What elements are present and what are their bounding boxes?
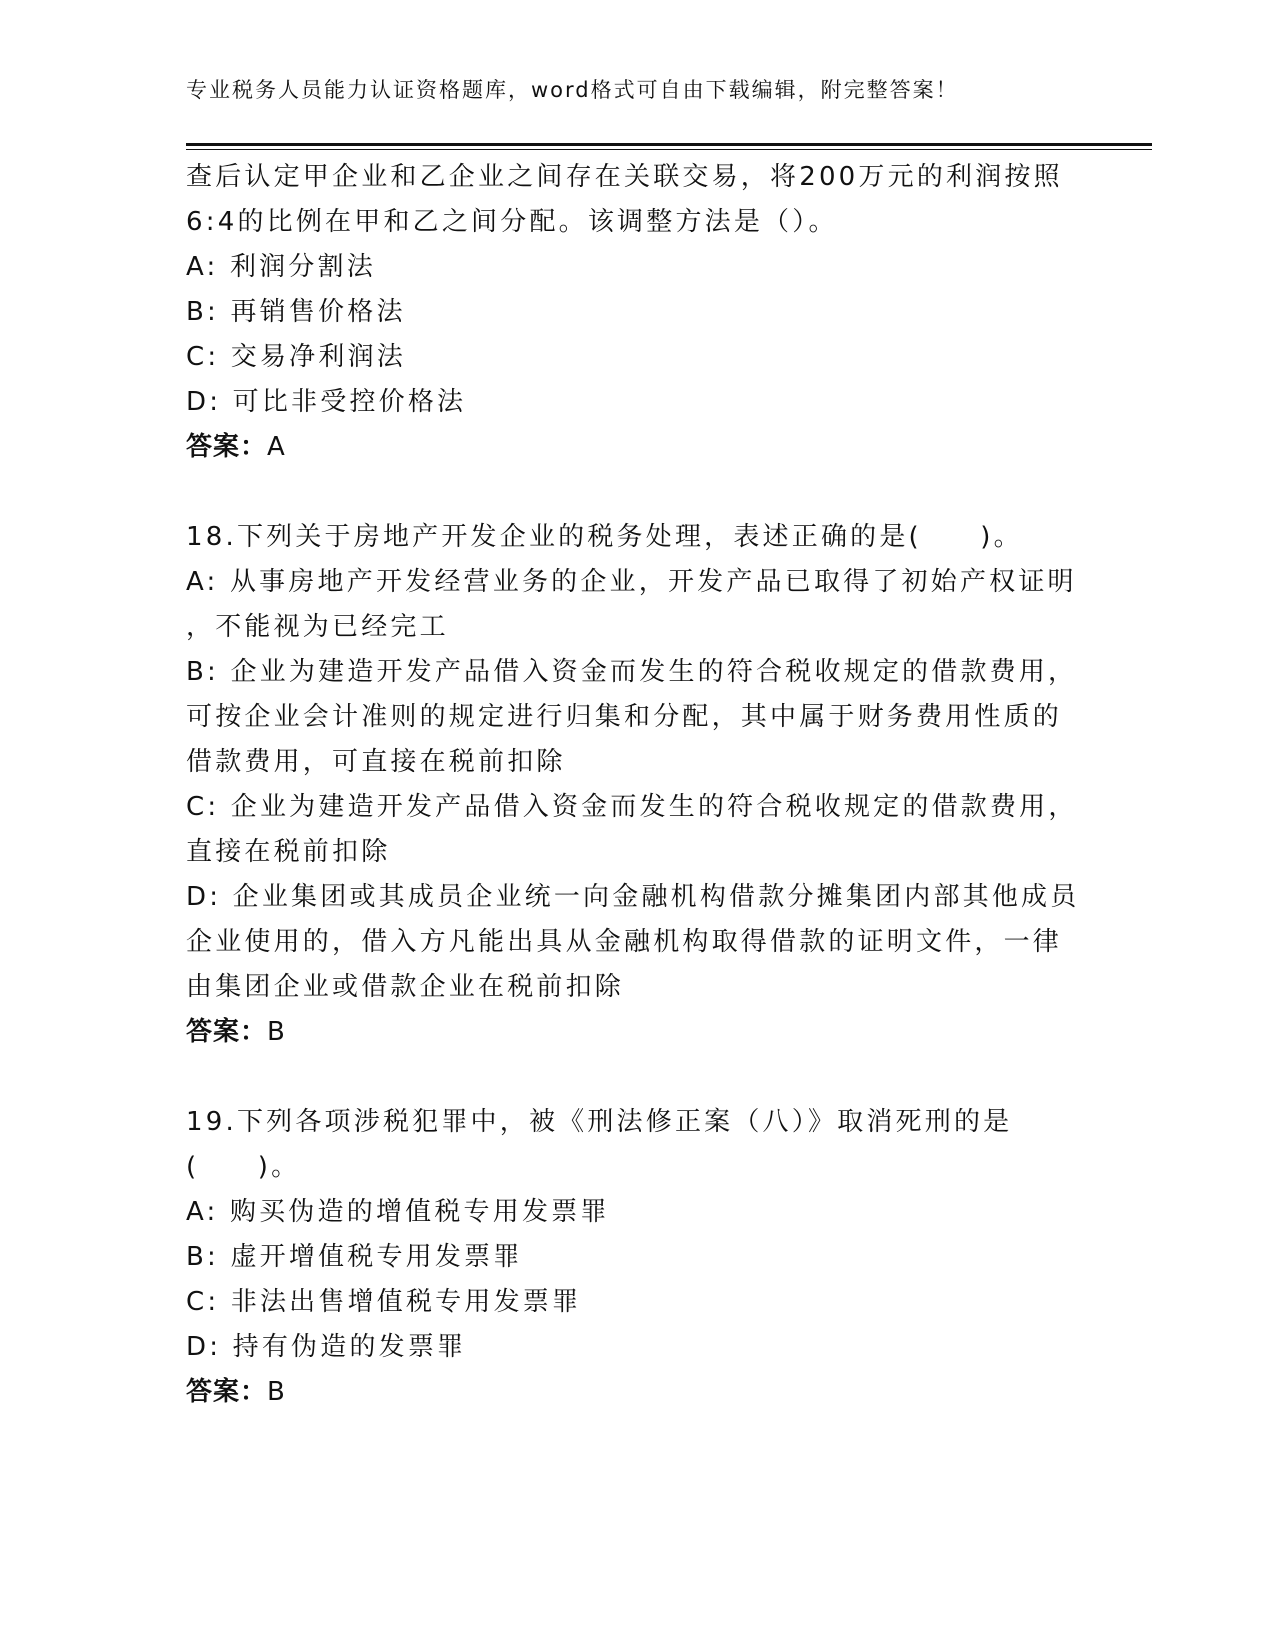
- option-b-continued: 借款费用，可直接在税前扣除: [186, 747, 566, 777]
- question-stem-line: 19.下列各项涉税犯罪中，被《刑法修正案（八）》取消死刑的是: [186, 1107, 1013, 1137]
- header-rule-thin: [186, 149, 1152, 150]
- option-a-continued: ，不能视为已经完工: [186, 612, 449, 642]
- option-c: C: 企业为建造开发产品借入资金而发生的符合税收规定的借款费用，: [186, 792, 1078, 822]
- question-stem-line: 6:4的比例在甲和乙之间分配。该调整方法是（）。: [186, 207, 838, 237]
- option-c-continued: 直接在税前扣除: [186, 837, 391, 867]
- option-d: D: 可比非受控价格法: [186, 387, 467, 417]
- option-d-continued: 企业使用的，借入方凡能出具从金融机构取得借款的证明文件，一律: [186, 927, 1063, 957]
- spacer: [186, 1055, 1086, 1100]
- answer-label: 答案：: [186, 1017, 268, 1047]
- answer-line: [186, 425, 1086, 470]
- answer-value: B: [267, 1017, 286, 1047]
- option-b: B: 再销售价格法: [186, 297, 406, 327]
- option-b-continued: 可按企业会计准则的规定进行归集和分配，其中属于财务费用性质的: [186, 702, 1063, 732]
- question-stem-line: 18.下列关于房地产开发企业的税务处理，表述正确的是( )。: [186, 522, 1023, 552]
- question-stem-line: 查后认定甲企业和乙企业之间存在关联交易，将200万元的利润按照: [186, 162, 1063, 192]
- option-d: D: 持有伪造的发票罪: [186, 1332, 467, 1362]
- answer-line: [186, 1370, 1086, 1415]
- option-a: A: 利润分割法: [186, 252, 376, 282]
- question-19: [186, 1100, 1086, 1415]
- document-body: [186, 155, 1086, 1415]
- option-c: C: 非法出售增值税专用发票罪: [186, 1287, 582, 1317]
- option-b: B: 企业为建造开发产品借入资金而发生的符合税收规定的借款费用，: [186, 657, 1078, 687]
- answer-value: B: [267, 1377, 286, 1407]
- question-18: [186, 515, 1086, 1055]
- option-a: A: 购买伪造的增值税专用发票罪: [186, 1197, 610, 1227]
- answer-value: A: [267, 432, 286, 462]
- option-b: B: 虚开增值税专用发票罪: [186, 1242, 523, 1272]
- question-17: [186, 155, 1086, 470]
- answer-line: [186, 1010, 1086, 1055]
- question-stem-line: ( )。: [186, 1152, 301, 1182]
- header-rule-thick: [186, 143, 1152, 146]
- option-d-continued: 由集团企业或借款企业在税前扣除: [186, 972, 625, 1002]
- option-d: D: 企业集团或其成员企业统一向金融机构借款分摊集团内部其他成员: [186, 882, 1080, 912]
- spacer: [186, 470, 1086, 515]
- option-c: C: 交易净利润法: [186, 342, 406, 372]
- answer-label: 答案：: [186, 1377, 268, 1407]
- option-a: A: 从事房地产开发经营业务的企业，开发产品已取得了初始产权证明: [186, 567, 1077, 597]
- answer-label: 答案：: [186, 432, 268, 462]
- page-header: 专业税务人员能力认证资格题库，word格式可自由下载编辑，附完整答案！: [186, 78, 959, 102]
